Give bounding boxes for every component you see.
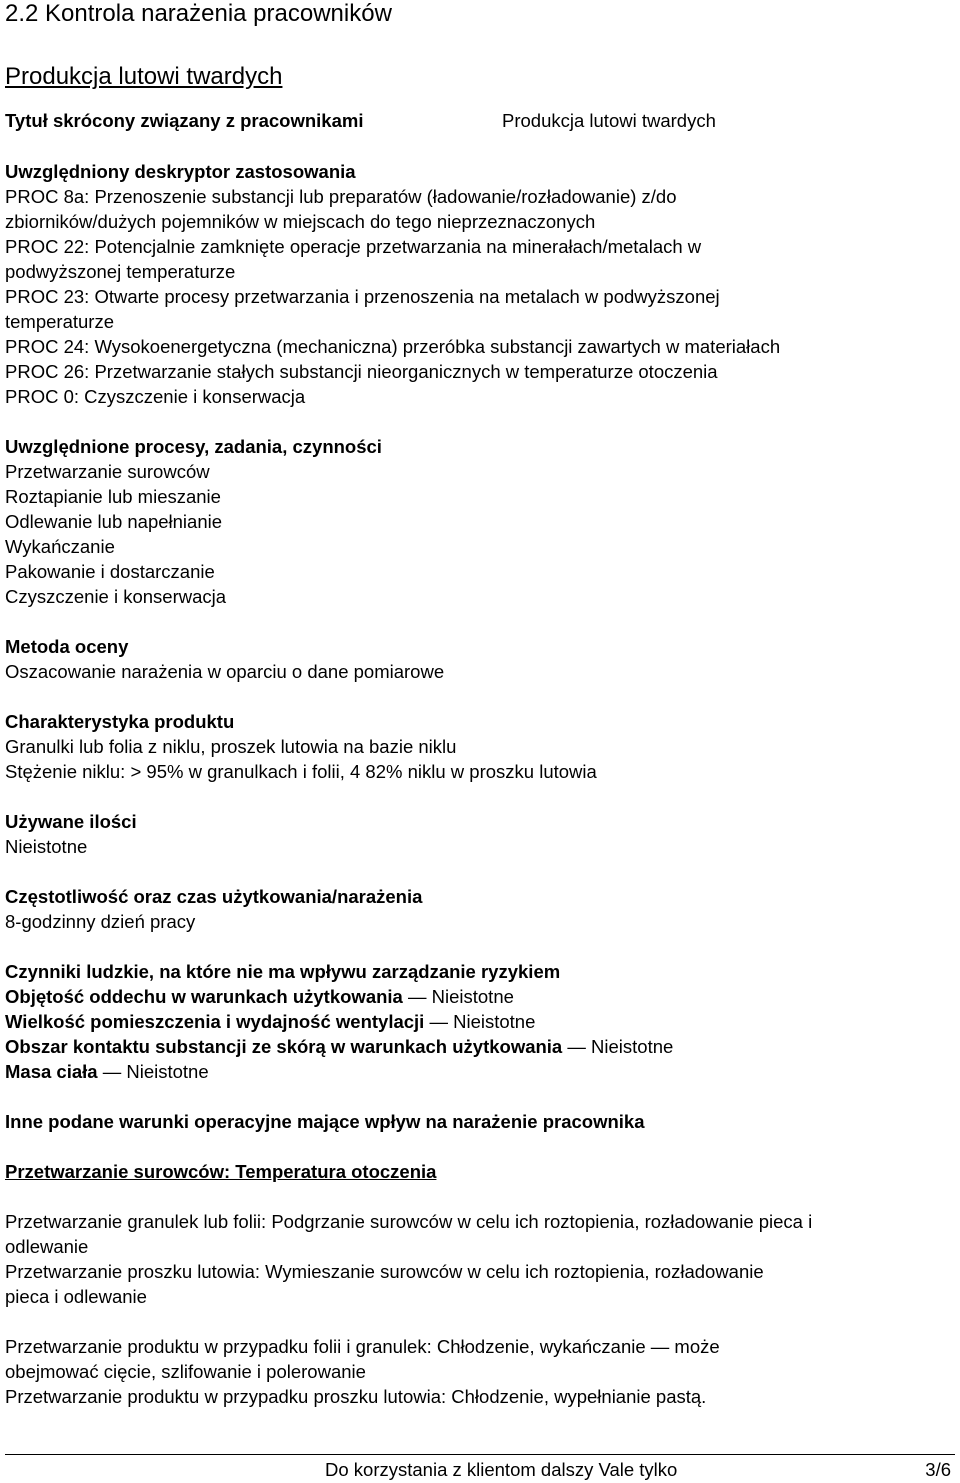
descriptor-line: PROC 22: Potencjalnie zamknięte operacje przetwarzania na minerałach/metalach w xyxy=(5,236,702,257)
assessment-heading: Metoda oceny xyxy=(5,636,129,657)
raw-processing-heading: Przetwarzanie surowców: Temperatura otoczenia xyxy=(5,1161,437,1182)
section-title: 2.2 Kontrola narażenia pracowników xyxy=(5,0,392,27)
raw-processing-line: Przetwarzanie granulek lub folii: Podgrzanie surowców w celu ich roztopienia, rozładowanie pieca i xyxy=(5,1211,813,1232)
product-line: Stężenie niklu: > 95% w granulkach i folii, 4 82% niklu w proszku lutowia xyxy=(5,761,597,782)
descriptors-heading: Uwzględniony deskryptor zastosowania xyxy=(5,161,356,182)
descriptor-line: PROC 0: Czyszczenie i konserwacja xyxy=(5,386,306,407)
human-factor-item: Masa ciała — Nieistotne xyxy=(5,1061,209,1082)
descriptor-line: PROC 24: Wysokoenergetyczna (mechaniczna) przeróbka substancji zawartych w materiałach xyxy=(5,336,781,357)
raw-processing-line: odlewanie xyxy=(5,1236,89,1257)
document-page xyxy=(5,0,957,1409)
raw-processing-line: Przetwarzanie proszku lutowia: Wymieszanie surowców w celu ich roztopienia, rozładowanie xyxy=(5,1261,764,1282)
product-heading: Charakterystyka produktu xyxy=(5,711,235,732)
human-factors-heading: Czynniki ludzkie, na które nie ma wpływu zarządzanie ryzykiem xyxy=(5,961,561,982)
descriptor-line: zbiorników/dużych pojemników w miejscach do tego nieprzeznaczonych xyxy=(5,211,596,232)
process-line: Wykańczanie xyxy=(5,536,115,557)
human-factor-item: Objętość oddechu w warunkach użytkowania — Nieistotne xyxy=(5,986,514,1007)
raw-processing-line: pieca i odlewanie xyxy=(5,1286,147,1307)
human-factor-value: Nieistotne xyxy=(431,986,514,1007)
human-factor-value: Nieistotne xyxy=(591,1036,674,1057)
short-title-label: Tytuł skrócony związany z pracownikami xyxy=(5,110,364,131)
raw-processing-line: Przetwarzanie produktu w przypadku proszku lutowia: Chłodzenie, wypełnianie pastą. xyxy=(5,1386,707,1407)
short-title-row xyxy=(5,110,957,132)
descriptor-line: PROC 8a: Przenoszenie substancji lub preparatów (ładowanie/rozładowanie) z/do xyxy=(5,186,677,207)
process-line: Czyszczenie i konserwacja xyxy=(5,586,227,607)
descriptor-line: temperaturze xyxy=(5,311,114,332)
assessment-line: Oszacowanie narażenia w oparciu o dane pomiarowe xyxy=(5,661,445,682)
subtitle: Produkcja lutowi twardych xyxy=(5,63,283,90)
descriptor-line: podwyższonej temperaturze xyxy=(5,261,236,282)
descriptor-line: PROC 23: Otwarte procesy przetwarzania i przenoszenia na metalach w podwyższonej xyxy=(5,286,720,307)
process-line: Roztapianie lub mieszanie xyxy=(5,486,221,507)
human-factor-label: Masa ciała xyxy=(5,1061,98,1082)
human-factor-label: Obszar kontaktu substancji ze skórą w warunkach użytkowania xyxy=(5,1036,563,1057)
human-factor-label: Wielkość pomieszczenia i wydajność wentylacji xyxy=(5,1011,425,1032)
short-title-value: Produkcja lutowi twardych xyxy=(502,110,716,131)
human-factor-value: Nieistotne xyxy=(126,1061,209,1082)
human-factor-item: Obszar kontaktu substancji ze skórą w warunkach użytkowania — Nieistotne xyxy=(5,1036,674,1057)
human-factor-value: Nieistotne xyxy=(453,1011,536,1032)
frequency-heading: Częstotliwość oraz czas użytkowania/narażenia xyxy=(5,886,423,907)
raw-processing-line: obejmować cięcie, szlifowanie i polerowanie xyxy=(5,1361,366,1382)
amounts-heading: Używane ilości xyxy=(5,811,137,832)
frequency-line: 8-godzinny dzień pracy xyxy=(5,911,196,932)
human-factor-item: Wielkość pomieszczenia i wydajność wentylacji — Nieistotne xyxy=(5,1011,536,1032)
descriptor-line: PROC 26: Przetwarzanie stałych substancji nieorganicznych w temperaturze otoczenia xyxy=(5,361,718,382)
footer-text: Do korzystania z klientom dalszy Vale tylko xyxy=(325,1459,678,1480)
raw-processing-line: Przetwarzanie produktu w przypadku folii i granulek: Chłodzenie, wykańczanie — może xyxy=(5,1336,720,1357)
processes-heading: Uwzględnione procesy, zadania, czynności xyxy=(5,436,382,457)
product-line: Granulki lub folia z niklu, proszek lutowia na bazie niklu xyxy=(5,736,457,757)
amounts-line: Nieistotne xyxy=(5,836,88,857)
process-line: Przetwarzanie surowców xyxy=(5,461,210,482)
page-number: 3/6 xyxy=(925,1459,951,1480)
process-line: Odlewanie lub napełnianie xyxy=(5,511,223,532)
page-footer xyxy=(5,1454,955,1483)
other-conditions-heading: Inne podane warunki operacyjne mające wpływ na narażenie pracownika xyxy=(5,1111,645,1132)
human-factor-label: Objętość oddechu w warunkach użytkowania xyxy=(5,986,403,1007)
process-line: Pakowanie i dostarczanie xyxy=(5,561,215,582)
